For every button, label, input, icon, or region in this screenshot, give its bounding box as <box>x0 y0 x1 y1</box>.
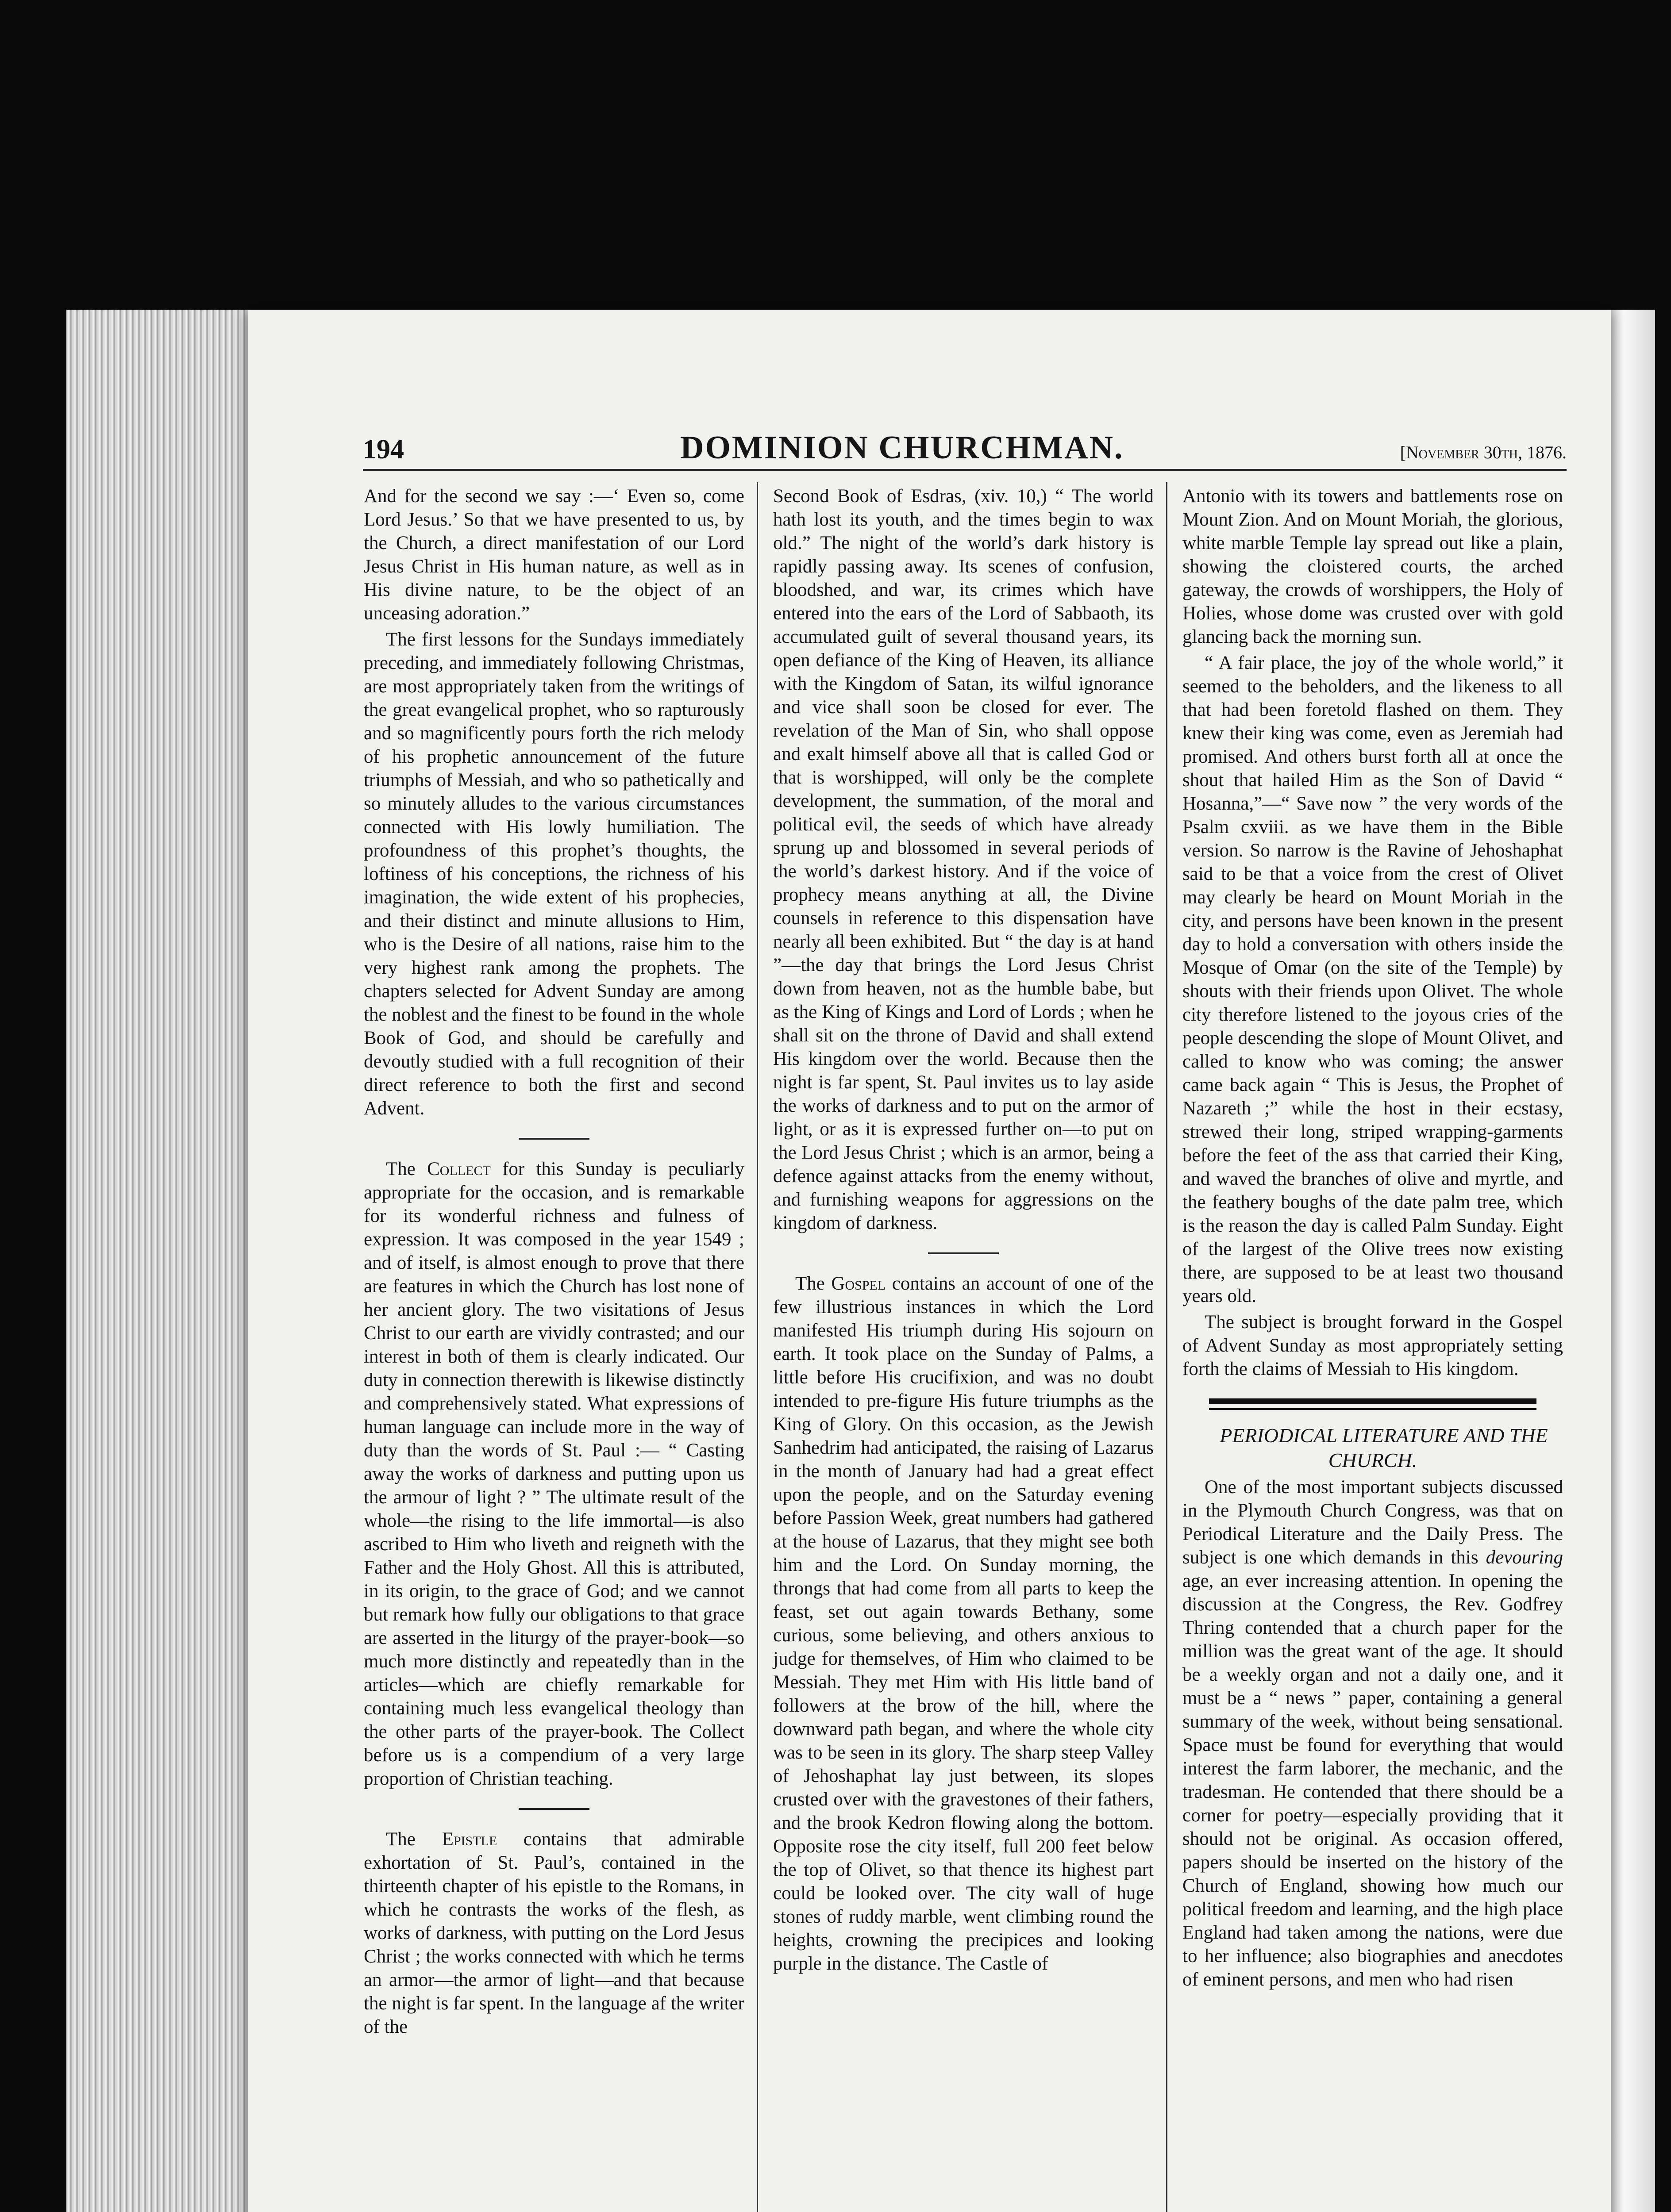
paragraph: Antonio with its towers and battlements rose on Mount Zion. And on Mount Moriah, the glorious, white marble Temple lay spread out like a plain, showing the cloistered courts, the arched gateway, the crowds of worshippers, the Holy of Holies, whose dome was crusted over with gold glancing back the morning sun. <box>1182 486 1563 647</box>
masthead: DOMINION CHURCHMAN. <box>680 430 1124 466</box>
paragraph: One of the most important subjects discussed in the Plymouth Church Congress, was that on Periodical Literature and the Daily Press. The subject is one which demands in this devouring age, an ever increasing attention. In opening the discussion at the Congress, the Rev. Godfrey Thring contended that a church paper for the million was the great want of the age. It should be a weekly organ and not a daily one, and it must be a “ news ” paper, containing a general summary of the week, without being sensational. Space must be found for everything that would interest the farm laborer, the mechanic, and the tradesman. He contended that there should be a corner for poetry—especially providing that it should not be original. As occasion offered, papers should be inserted on the history of the Church of England, showing how much our political freedom and learning, and the high place England had taken among the nations, were due to her influence; also biographies and anecdotes of eminent persons, and men who had risen <box>1182 1477 1563 1990</box>
keyword-epistle: Epistle <box>442 1829 497 1850</box>
paragraph-epistle: The Epistle contains that admirable exhortation of St. Paul’s, contained in the thirteenth chapter of his epistle to the Romans, in which he contrasts the works of the flesh, as works of darkness, with putting on the Lord Jesus Christ ; the works connected with which he terms an armor—the armor of light—and that because the night is far spent. In the language af the writer of the <box>364 1829 744 2037</box>
newspaper-page <box>248 310 1611 2212</box>
paragraph: The subject is brought forward in the Gospel of Advent Sunday as most appropriately setting forth the claims of Messiah to His kingdom. <box>1182 1312 1563 1379</box>
column-rule-1 <box>757 482 758 2212</box>
separator-rule <box>519 1138 589 1140</box>
paragraph-collect: The Collect for this Sunday is peculiarly appropriate for the occasion, and is remarkable for its wonderful richness and fulness of expression. It was composed in the year 1549 ; and of itself, is almost enough to prove that there are features in which the Church has lost none of her ancient glory. The two visitations of Jesus Christ to our earth are vividly contrasted; and our interest in both of them is clearly indicated. Our duty in connection therewith is likewise distinctly and comprehensively stated. What expressions of human language can include more in the way of duty than the words of St. Paul :— “ Casting away the works of darkness and putting upon us the armour of light ? ” The ultimate result of the whole—the rising to the life immortal—is also ascribed to Him who liveth and reigneth with the Father and the Holy Ghost. All this is attributed, in its origin, to the grace of God; and we cannot but remark how fully our obligations to that grace are asserted in the liturgy of the prayer-book—so much more distinctly and repeatedly than in the articles—which are chiefly remarkable for containing much less evangelical theology than the other parts of the prayer-book. The Collect before us is a compendium of a very large proportion of Christian teaching. <box>364 1159 744 1789</box>
paragraph: And for the second we say :—‘ Even so, come Lord Jesus.’ So that we have presented to us, by the Church, a direct manifestation of our Lord Jesus Christ in His human nature, as well as in His divine nature, to be the object of an unceasing adoration.” <box>364 486 744 624</box>
issue-date: [November 30th, 1876. <box>1400 442 1567 462</box>
keyword-gospel: Gospel <box>831 1273 886 1294</box>
paragraph: “ A fair place, the joy of the whole world,” it seemed to the beholders, and the likeness to all that had been foretold flashed on them. They knew their king was come, even as Jeremiah had promised. And others burst forth all at once the shout that hailed Him as the Son of David “ Hosanna,”—“ Save now ” the very words of the Psalm cxviii. as we have them in the Bible version. So narrow is the Ravine of Jehoshaphat said to be that a voice from the crest of Olivet may clearly be heard on Mount Moriah in the city, and persons have been known in the present day to hold a conversation with others inside the Mosque of Omar (on the site of the Temple) by shouts with their friends upon Olivet. The whole city therefore listened to the joyous cries of the people descending the slope of Mount Olivet, and called to know who was coming; the answer came back again “ This is Jesus, the Prophet of Nazareth ;” while the host in their ecstasy, strewed their long, striped wrapping-garments before the feet of the ass that carried their King, and waved the branches of olive and myrtle, and the feathery boughs of the date palm tree, which is the reason the day is called Palm Sunday. Eight of the largest of the Olive trees now existing there, are supposed to be at least two thousand years old. <box>1182 653 1563 1306</box>
column-3 <box>1182 484 1563 1994</box>
page-header <box>363 429 1567 471</box>
section-rule-thin <box>1209 1408 1536 1410</box>
section-rule-thick <box>1209 1398 1536 1404</box>
column-2 <box>773 484 1154 1978</box>
separator-rule <box>519 1808 589 1810</box>
separator-rule <box>928 1252 999 1254</box>
paragraph: The first lessons for the Sundays immediately preceding, and immediately following Christmas, are most appropriately taken from the writings of the great evangelical prophet, who so rapturously and so magnificently pours forth the rich melody of his prophetic announcement of the future triumphs of Messiah, and who so pathetically and so minutely alludes to the various circumstances connected with His lowly humiliation. The profoundness of this prophet’s thoughts, the loftiness of his conceptions, the richness of his imagination, the wide extent of his prophecies, and their distinct and minute allusions to Him, who is the Desire of all nations, raise him to the very highest rank among the prophets. The chapters selected for Advent Sunday are among the noblest and the finest to be found in the whole Book of God, and should be carefully and devoutly studied with a full recognition of their direct reference to both the first and second Advent. <box>364 629 744 1119</box>
column-1 <box>364 484 744 2041</box>
book-page-edges <box>66 310 274 2212</box>
keyword-collect: Collect <box>427 1159 491 1179</box>
paragraph-gospel: The Gospel contains an account of one of the few illustrious instances in which the Lord manifested His triumph during His sojourn on earth. It took place on the Sunday of Palms, a little before His crucifixion, and was no doubt intended to pre-figure His future triumphs as the King of Glory. On this occasion, as the Jewish Sanhedrim had anticipated, the raising of Lazarus in the month of January had had a great effect upon the people, and on the Saturday evening before Passion Week, great numbers had gathered at the house of Lazarus, that they might see both him and the Lord. On Sunday morning, the throngs that had come from all parts to keep the feast, set out again towards Bethany, some curious, some believing, and others anxious to judge for themselves, of Him who claimed to be Messiah. They met Him with His little band of followers at the brow of the hill, where the downward path began, and where the whole city was to be seen in its glory. The sharp steep Valley of Jehoshaphat lay just between, its slopes crusted over with the gravestones of their fathers, and the brook Kedron flowing along the bottom. Opposite rose the city itself, full 200 feet below the top of Olivet, so that thence its highest part could be looked over. The city wall of huge stones of ruddy marble, went climbing round the heights, crowning the precipices and looking purple in the distance. The Castle of <box>773 1273 1154 1974</box>
section-title: PERIODICAL LITERATURE AND THE CHURCH. <box>1220 1424 1548 1471</box>
column-rule-2 <box>1166 482 1167 2212</box>
emphasis: devouring <box>1486 1547 1563 1568</box>
paragraph: Second Book of Esdras, (xiv. 10,) “ The world hath lost its youth, and the times begin to wax old.” The night of the world’s dark history is rapidly passing away. Its scenes of confusion, bloodshed, and war, its crimes which have entered into the ears of the Lord of Sabbaoth, its accumulated guilt of several thousand years, its open defiance of the King of Heaven, its alliance with the Kingdom of Satan, its wilful ignorance and vice shall soon be closed for ever. The revelation of the Man of Sin, who shall oppose and exalt himself above all that is called God or that is worshipped, will only be the complete development, the summation, of the moral and political evil, the seeds of which have already sprung up and blossomed in several periods of the world’s darkest history. And if the voice of prophecy means anything at all, the Divine counsels in reference to this dispensation have nearly all been exhibited. But “ the day is at hand ”—the day that brings the Lord Jesus Christ down from heaven, not as the humble babe, but as the King of Kings and Lord of Lords ; when he shall sit on the throne of David and shall extend His kingdom over the world. Because then the night is far spent, St. Paul invites us to lay aside the works of darkness and to put on the armor of light, or as it is expressed further on—to put on the Lord Jesus Christ ; which is an armor, being a defence against attacks from the enemy without, and furnishing weapons for aggressions on the kingdom of darkness. <box>773 486 1154 1233</box>
page-number: 194 <box>363 434 404 465</box>
